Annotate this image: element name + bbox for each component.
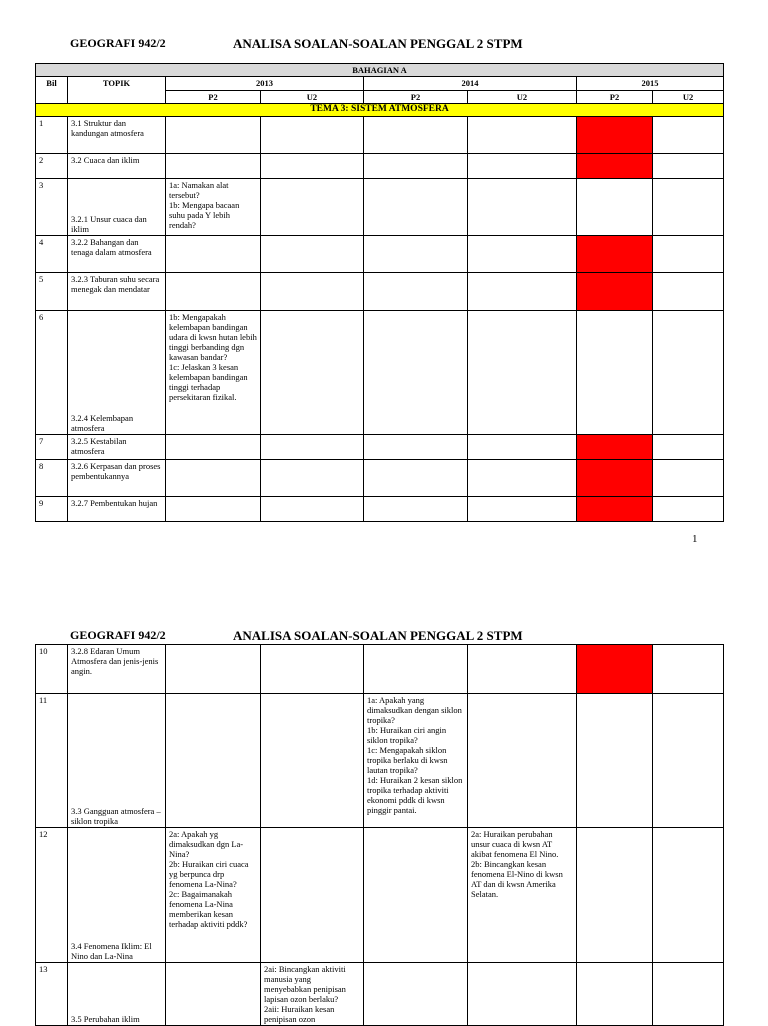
page-number: 1 [692, 533, 698, 545]
p2-2014-cell [364, 236, 468, 273]
table-row [36, 117, 724, 154]
topic-cell: 3.2.5 Kestabilan atmosfera [68, 435, 166, 460]
u2-2013-cell [261, 435, 364, 460]
topic-cell: 3.3 Gangguan atmosfera – siklon tropika [68, 694, 166, 828]
u2-2015-cell [653, 694, 724, 828]
p2-2014-cell [364, 311, 468, 435]
u2-2013-cell [261, 497, 364, 522]
row-number: 11 [36, 694, 68, 828]
u2-2013-cell [261, 154, 364, 179]
table-row [36, 460, 724, 497]
p2-2015-cell [577, 460, 653, 497]
u2-2014-cell [468, 236, 577, 273]
analysis-table-continued [35, 644, 724, 1026]
u2-2015-cell [653, 236, 724, 273]
u2-2015-cell [653, 311, 724, 435]
paper-header: P2 [166, 91, 261, 104]
p2-2015-cell [577, 963, 653, 1026]
u2-2015-cell [653, 828, 724, 963]
year-header: 2014 [364, 77, 577, 91]
p2-2014-cell: 1a: Apakah yang dimaksudkan dengan siklon tropika? 1b: Huraikan ciri angin siklon tropika? 1c: Mengapakah siklon tropika berlaku di kwsn lautan tropika? 1d: Huraikan 2 kesan siklon tropika terhadap aktiviti ekonomi pddk di kwsn pinggir pantai. [364, 694, 468, 828]
p2-2013-cell [166, 497, 261, 522]
p2-2013-cell [166, 236, 261, 273]
topic-cell: 3.2.4 Kelembapan atmosfera [68, 311, 166, 435]
u2-2013-cell [261, 273, 364, 311]
u2-2015-cell [653, 179, 724, 236]
u2-2014-cell [468, 311, 577, 435]
topic-cell: 3.2 Cuaca dan iklim [68, 154, 166, 179]
p2-2013-cell: 1b: Mengapakah kelembapan bandingan udara di kwsn hutan lebih tinggi berbanding dgn kawasan bandar? 1c: Jelaskan 3 kesan kelembapan bandingan tinggi terhadap persekitaran fizikal. [166, 311, 261, 435]
table-row [36, 154, 724, 179]
p2-2013-cell [166, 273, 261, 311]
p2-2014-cell [364, 460, 468, 497]
table-row [36, 273, 724, 311]
column-header-topik: TOPIK [68, 77, 166, 104]
u2-2015-cell [653, 435, 724, 460]
p2-2015-cell [577, 828, 653, 963]
paper-header: U2 [261, 91, 364, 104]
u2-2013-cell: 2ai: Bincangkan aktiviti manusia yang menyebabkan penipisan lapisan ozon berlaku? 2aii: Huraikan kesan penipisan ozon [261, 963, 364, 1026]
row-number: 5 [36, 273, 68, 311]
u2-2013-cell [261, 236, 364, 273]
table-row [36, 694, 724, 828]
u2-2014-cell [468, 694, 577, 828]
p2-2015-cell [577, 273, 653, 311]
p2-2013-cell [166, 460, 261, 497]
u2-2015-cell [653, 460, 724, 497]
p2-2014-cell [364, 117, 468, 154]
paper-header: U2 [653, 91, 724, 104]
p2-2013-cell [166, 963, 261, 1026]
p2-2015-cell [577, 694, 653, 828]
document-title: ANALISA SOALAN-SOALAN PENGGAL 2 STPM [233, 628, 523, 643]
p2-2014-cell [364, 154, 468, 179]
p2-2013-cell [166, 117, 261, 154]
u2-2014-cell [468, 645, 577, 694]
u2-2013-cell [261, 179, 364, 236]
row-number: 13 [36, 963, 68, 1026]
u2-2015-cell [653, 497, 724, 522]
row-number: 12 [36, 828, 68, 963]
topic-cell: 3.2.6 Kerpasan dan proses pembentukannya [68, 460, 166, 497]
p2-2015-cell [577, 435, 653, 460]
u2-2014-cell [468, 435, 577, 460]
year-header: 2015 [577, 77, 724, 91]
topic-cell: 3.2.2 Bahangan dan tenaga dalam atmosfera [68, 236, 166, 273]
table-row [36, 645, 724, 694]
p2-2013-cell: 2a: Apakah yg dimaksudkan dgn La-Nina? 2b: Huraikan ciri cuaca yg berpunca drp fenomena La-Nina? 2c: Bagaimanakah fenomena La-Nina memberikan kesan terhadap aktiviti pddk? [166, 828, 261, 963]
p2-2014-cell [364, 828, 468, 963]
p2-2015-cell [577, 236, 653, 273]
u2-2014-cell [468, 963, 577, 1026]
paper-header: P2 [364, 91, 468, 104]
topic-cell: 3.2.3 Taburan suhu secara menegak dan mendatar [68, 273, 166, 311]
column-header-bil: Bil [36, 77, 68, 104]
u2-2013-cell [261, 645, 364, 694]
p2-2013-cell [166, 645, 261, 694]
row-number: 1 [36, 117, 68, 154]
topic-cell: 3.1 Struktur dan kandungan atmosfera [68, 117, 166, 154]
p2-2014-cell [364, 645, 468, 694]
u2-2013-cell [261, 694, 364, 828]
row-number: 2 [36, 154, 68, 179]
u2-2014-cell [468, 117, 577, 154]
p2-2014-cell [364, 273, 468, 311]
p2-2014-cell [364, 435, 468, 460]
p2-2013-cell [166, 694, 261, 828]
table-row [36, 497, 724, 522]
analysis-table [35, 63, 724, 522]
u2-2014-cell [468, 273, 577, 311]
topic-cell: 3.2.7 Pembentukan hujan [68, 497, 166, 522]
paper-header: P2 [577, 91, 653, 104]
subject-code: GEOGRAFI 942/2 [70, 628, 166, 642]
p2-2014-cell [364, 179, 468, 236]
p2-2015-cell [577, 311, 653, 435]
tema-header: TEMA 3: SISTEM ATMOSFERA [36, 104, 724, 117]
topic-cell: 3.2.1 Unsur cuaca dan iklim [68, 179, 166, 236]
table-row [36, 311, 724, 435]
u2-2015-cell [653, 963, 724, 1026]
table-row [36, 963, 724, 1026]
u2-2015-cell [653, 117, 724, 154]
row-number: 6 [36, 311, 68, 435]
p2-2014-cell [364, 963, 468, 1026]
page-header [70, 628, 523, 643]
topic-cell: 3.2.8 Edaran Umum Atmosfera dan jenis-jenis angin. [68, 645, 166, 694]
u2-2014-cell [468, 154, 577, 179]
document-title: ANALISA SOALAN-SOALAN PENGGAL 2 STPM [233, 36, 523, 51]
table-row [36, 179, 724, 236]
subject-code: GEOGRAFI 942/2 [70, 36, 166, 50]
u2-2014-cell [468, 460, 577, 497]
p2-2015-cell [577, 154, 653, 179]
page-2 [0, 600, 768, 1024]
page-header [70, 36, 523, 51]
row-number: 7 [36, 435, 68, 460]
p2-2015-cell [577, 497, 653, 522]
u2-2013-cell [261, 311, 364, 435]
u2-2013-cell [261, 460, 364, 497]
table-row [36, 435, 724, 460]
topic-cell: 3.5 Perubahan iklim [68, 963, 166, 1026]
year-header: 2013 [166, 77, 364, 91]
p2-2013-cell: 1a: Namakan alat tersebut? 1b: Mengapa bacaan suhu pada Y lebih rendah? [166, 179, 261, 236]
p2-2015-cell [577, 179, 653, 236]
u2-2013-cell [261, 117, 364, 154]
p2-2013-cell [166, 435, 261, 460]
p2-2015-cell [577, 117, 653, 154]
row-number: 9 [36, 497, 68, 522]
topic-cell: 3.4 Fenomena Iklim: El Nino dan La-Nina [68, 828, 166, 963]
paper-header: U2 [468, 91, 577, 104]
row-number: 10 [36, 645, 68, 694]
u2-2014-cell [468, 179, 577, 236]
table-row [36, 236, 724, 273]
u2-2014-cell: 2a: Huraikan perubahan unsur cuaca di kwsn AT akibat fenomena El Nino. 2b: Bincangkan kesan fenomena El-Nino di kwsn AT dan di kwsn Amerika Selatan. [468, 828, 577, 963]
u2-2015-cell [653, 273, 724, 311]
section-header: BAHAGIAN A [36, 64, 724, 77]
u2-2015-cell [653, 645, 724, 694]
p2-2013-cell [166, 154, 261, 179]
row-number: 4 [36, 236, 68, 273]
p2-2015-cell [577, 645, 653, 694]
u2-2014-cell [468, 497, 577, 522]
u2-2013-cell [261, 828, 364, 963]
u2-2015-cell [653, 154, 724, 179]
row-number: 3 [36, 179, 68, 236]
row-number: 8 [36, 460, 68, 497]
table-row [36, 828, 724, 963]
p2-2014-cell [364, 497, 468, 522]
